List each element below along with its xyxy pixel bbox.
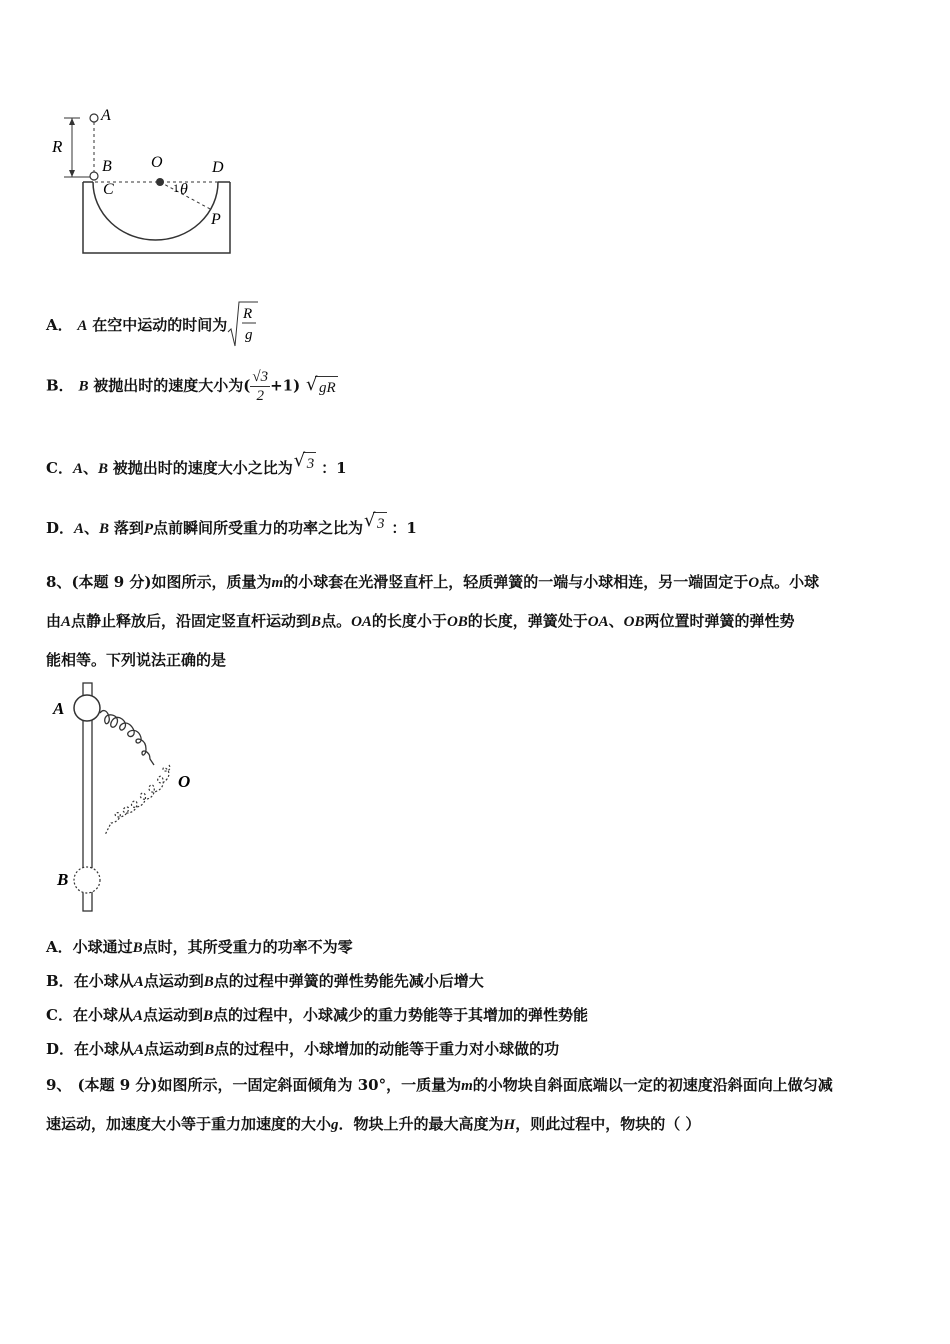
option-text: 被抛出时的速度大小为( bbox=[93, 376, 251, 395]
q8-option-a[interactable] bbox=[46, 937, 353, 958]
q9-stem bbox=[46, 1066, 906, 1144]
label-angle-mark: 1 bbox=[173, 181, 179, 195]
var: A bbox=[133, 974, 144, 990]
var: O bbox=[748, 575, 760, 591]
var: A bbox=[61, 614, 72, 630]
spring-dashed bbox=[105, 765, 170, 835]
var: OA bbox=[587, 614, 609, 630]
text: 点的过程中弹簧的弹性势能先减小后增大 bbox=[213, 972, 484, 990]
var: P bbox=[143, 521, 154, 537]
text: 点。 bbox=[321, 612, 352, 630]
text: 如图所示，质量为 bbox=[151, 573, 272, 591]
option-text: 落到 bbox=[113, 519, 144, 537]
text: ，则此过程中，物块的（ ） bbox=[515, 1115, 701, 1133]
text: 在小球从 bbox=[72, 1006, 133, 1024]
q8-option-b[interactable] bbox=[46, 971, 484, 992]
option-letter: C． bbox=[46, 1006, 73, 1024]
text: 在小球从 bbox=[74, 1040, 135, 1058]
q8-line1 bbox=[46, 563, 906, 602]
ratio: ：1 bbox=[391, 519, 417, 537]
text: 点的过程中，小球增加的动能等于重力对小球做的功 bbox=[214, 1040, 560, 1058]
var: OA bbox=[351, 614, 372, 630]
label-b: B bbox=[57, 870, 69, 889]
q8-figure bbox=[45, 675, 205, 915]
ball-a bbox=[90, 114, 98, 122]
sqrt-num: R bbox=[243, 306, 253, 322]
q7-option-a[interactable] bbox=[46, 300, 259, 352]
q7-option-c[interactable] bbox=[46, 450, 347, 480]
text: 小球通过 bbox=[72, 938, 133, 956]
text: 如图所示，一固定斜面倾角为 30°，一质量为 bbox=[157, 1076, 462, 1094]
var: B bbox=[204, 1042, 215, 1058]
option-letter: D． bbox=[46, 1040, 75, 1058]
text: 点静止释放后，沿固定竖直杆运动到 bbox=[71, 612, 312, 630]
text: 点的过程中，小球减少的重力势能等于其增加的弹性势能 bbox=[213, 1006, 589, 1024]
sqrt-r-over-g bbox=[227, 300, 259, 352]
label-b: B bbox=[102, 158, 112, 175]
frac-num: √3 bbox=[252, 369, 269, 385]
text: 点时，其所受重力的功率不为零 bbox=[142, 938, 353, 956]
text: 的长度，弹簧处于 bbox=[467, 612, 588, 630]
sqrt-expr: 3 bbox=[306, 456, 315, 472]
var: OB bbox=[446, 614, 468, 630]
option-text: 在空中运动的时间为 bbox=[92, 316, 228, 334]
sqrt-expr: 3 bbox=[377, 516, 385, 532]
sqrt-3: √ 3 bbox=[364, 510, 385, 532]
q9-line1 bbox=[46, 1066, 906, 1105]
var: H bbox=[503, 1117, 516, 1133]
q9-line2 bbox=[46, 1105, 906, 1144]
option-letter: B． bbox=[46, 376, 74, 395]
label-d: D bbox=[212, 159, 224, 176]
var: m bbox=[461, 1078, 473, 1094]
var: B bbox=[99, 521, 110, 537]
option-letter: C． bbox=[46, 459, 73, 477]
label-o: O bbox=[178, 772, 191, 791]
var: B bbox=[203, 974, 214, 990]
sqrt-gr: √ gR bbox=[306, 373, 336, 396]
text: 点运动到 bbox=[143, 972, 204, 990]
ball-b-dashed bbox=[74, 867, 100, 893]
center-o bbox=[156, 178, 164, 186]
sep: 、 bbox=[82, 459, 98, 477]
frac-den: 2 bbox=[256, 388, 264, 404]
option-letter: A． bbox=[46, 938, 73, 956]
var: B bbox=[311, 614, 322, 630]
text: 、 bbox=[608, 612, 624, 630]
var: A bbox=[74, 521, 85, 537]
var: B bbox=[132, 940, 143, 956]
sqrt-3: √ 3 bbox=[293, 450, 315, 472]
text: 速运动，加速度大小等于重力加速度的大小 bbox=[46, 1115, 332, 1133]
var: B bbox=[78, 378, 89, 395]
var: B bbox=[97, 461, 108, 477]
q7-figure bbox=[40, 100, 250, 265]
option-text: 被抛出时的速度大小之比为 bbox=[112, 459, 293, 477]
option-letter: B． bbox=[46, 972, 74, 990]
text: 点。小球 bbox=[759, 573, 820, 591]
option-text: 点前瞬间所受重力的功率之比为 bbox=[153, 519, 364, 537]
q8-stem bbox=[46, 563, 906, 679]
text: 两位置时弹簧的弹性势 bbox=[644, 612, 795, 630]
var: A bbox=[132, 1008, 143, 1024]
text: 的小物块自斜面底端以一定的初速度沿斜面向上做匀减 bbox=[472, 1076, 833, 1094]
q8-line3 bbox=[46, 641, 906, 679]
plus-one: +1) bbox=[270, 376, 301, 395]
var: A bbox=[77, 318, 88, 334]
label-p: P bbox=[211, 211, 221, 228]
var: B bbox=[203, 1008, 214, 1024]
option-letter: D． bbox=[46, 519, 75, 537]
var: m bbox=[271, 575, 284, 591]
label-a: A bbox=[53, 699, 65, 718]
text: 由 bbox=[46, 612, 62, 630]
q8-option-c[interactable] bbox=[46, 1005, 588, 1026]
q8-option-d[interactable] bbox=[46, 1039, 559, 1060]
label-a: A bbox=[101, 107, 111, 124]
text: 的长度小于 bbox=[371, 612, 447, 630]
label-theta: θ bbox=[180, 181, 188, 198]
ball-b bbox=[90, 172, 98, 180]
text: 能相等。下列说法正确的是 bbox=[46, 651, 227, 669]
question-score: (本题 9 分) bbox=[77, 1076, 158, 1094]
question-number: 8、 bbox=[46, 573, 72, 591]
text: 点运动到 bbox=[142, 1006, 203, 1024]
text: 的小球套在光滑竖直杆上，轻质弹簧的一端与小球相连，另一端固定于 bbox=[283, 573, 749, 591]
var: OB bbox=[623, 614, 645, 630]
fraction-sqrt3-over-2 bbox=[250, 368, 270, 405]
text: 点运动到 bbox=[144, 1040, 205, 1058]
var: g bbox=[331, 1117, 339, 1133]
q7-option-d[interactable] bbox=[46, 510, 417, 540]
text: ．物块上升的最大高度为 bbox=[338, 1115, 504, 1133]
question-number: 9、 bbox=[46, 1076, 72, 1094]
ball-a bbox=[74, 695, 100, 721]
var: A bbox=[134, 1042, 145, 1058]
sqrt-expr: gR bbox=[319, 379, 336, 396]
spring-solid bbox=[100, 711, 154, 765]
q8-line2 bbox=[46, 602, 906, 641]
var: A bbox=[72, 461, 83, 477]
label-o: O bbox=[151, 154, 163, 171]
option-letter: A． bbox=[46, 316, 73, 334]
sep: 、 bbox=[84, 519, 100, 537]
text: 在小球从 bbox=[73, 972, 134, 990]
label-c: C bbox=[103, 181, 114, 198]
question-score: (本题 9 分) bbox=[71, 573, 152, 591]
q7-option-b[interactable] bbox=[46, 368, 338, 405]
ratio: ：1 bbox=[321, 459, 347, 477]
sqrt-den: g bbox=[245, 327, 253, 343]
label-r: R bbox=[52, 137, 63, 156]
